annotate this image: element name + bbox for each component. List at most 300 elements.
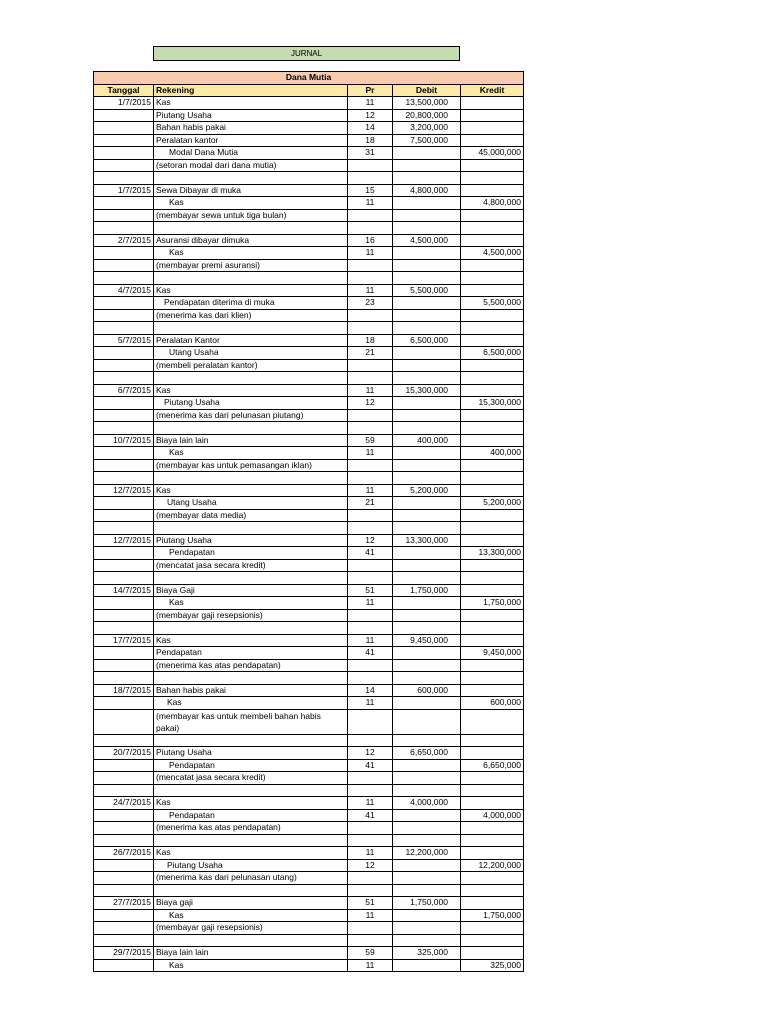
cell-debit: 15,300,000 [393,384,461,397]
cell-pr: 41 [348,759,393,772]
table-row [94,409,524,422]
cell-tanggal [94,447,154,460]
cell-debit [393,247,461,260]
cell-rekening: (mencatat jasa secara kredit) [154,772,348,785]
cell-pr [348,259,393,272]
cell-tanggal [94,647,154,660]
cell-debit [393,209,461,222]
col-header-tanggal: Tanggal [94,84,154,97]
cell-debit [393,472,461,485]
cell-kredit [461,684,524,697]
cell-rekening: Bahan habis pakai [154,122,348,135]
cell-tanggal [94,397,154,410]
cell-rekening [154,784,348,797]
col-header-rekening: Rekening [154,84,348,97]
table-row [94,947,524,960]
cell-kredit [461,184,524,197]
table-row [94,909,524,922]
cell-debit [393,422,461,435]
cell-debit [393,922,461,935]
cell-pr: 16 [348,234,393,247]
cell-kredit [461,284,524,297]
cell-rekening: Biaya lain lain [154,947,348,960]
cell-debit [393,297,461,310]
cell-pr [348,309,393,322]
cell-debit [393,884,461,897]
cell-debit: 600,000 [393,684,461,697]
cell-debit [393,572,461,585]
cell-pr: 21 [348,497,393,510]
cell-kredit [461,897,524,910]
cell-debit [393,272,461,285]
cell-kredit: 1,750,000 [461,597,524,610]
cell-pr [348,834,393,847]
cell-tanggal [94,497,154,510]
cell-pr [348,322,393,335]
cell-kredit [461,259,524,272]
cell-kredit [461,409,524,422]
cell-pr: 12 [348,747,393,760]
cell-debit: 6,500,000 [393,334,461,347]
cell-pr: 51 [348,897,393,910]
cell-kredit [461,884,524,897]
cell-tanggal: 12/7/2015 [94,484,154,497]
cell-pr: 18 [348,334,393,347]
cell-rekening: (membayar kas untuk pemasangan iklan) [154,459,348,472]
table-row [94,272,524,285]
table-row [94,559,524,572]
table-row [94,484,524,497]
cell-kredit [461,272,524,285]
cell-pr: 51 [348,584,393,597]
cell-kredit: 6,650,000 [461,759,524,772]
cell-rekening [154,934,348,947]
cell-debit: 13,300,000 [393,534,461,547]
cell-debit [393,609,461,622]
cell-tanggal [94,409,154,422]
cell-debit [393,734,461,747]
cell-pr: 12 [348,109,393,122]
table-row [94,97,524,110]
cell-pr [348,872,393,885]
cell-kredit: 400,000 [461,447,524,460]
cell-tanggal [94,309,154,322]
cell-kredit [461,734,524,747]
cell-debit [393,859,461,872]
cell-debit [393,259,461,272]
table-row [94,122,524,135]
cell-kredit: 15,300,000 [461,397,524,410]
cell-pr: 31 [348,147,393,160]
cell-debit [393,147,461,160]
cell-kredit [461,772,524,785]
cell-debit [393,347,461,360]
cell-kredit [461,134,524,147]
cell-tanggal [94,322,154,335]
cell-pr [348,172,393,185]
cell-pr [348,772,393,785]
cell-kredit: 4,500,000 [461,247,524,260]
cell-debit: 4,800,000 [393,184,461,197]
cell-kredit [461,109,524,122]
table-row [94,922,524,935]
table-row [94,209,524,222]
cell-kredit [461,509,524,522]
cell-debit: 1,750,000 [393,584,461,597]
cell-pr [348,622,393,635]
cell-tanggal: 5/7/2015 [94,334,154,347]
cell-tanggal [94,522,154,535]
cell-pr: 12 [348,397,393,410]
table-row [94,109,524,122]
cell-tanggal [94,259,154,272]
table-row [94,447,524,460]
cell-pr [348,159,393,172]
cell-tanggal [94,784,154,797]
cell-tanggal [94,572,154,585]
cell-pr [348,359,393,372]
cell-pr [348,472,393,485]
table-row [94,497,524,510]
cell-tanggal [94,472,154,485]
cell-rekening [154,734,348,747]
cell-rekening [154,422,348,435]
cell-kredit [461,122,524,135]
cell-pr: 41 [348,547,393,560]
cell-rekening: Kas [154,909,348,922]
cell-kredit: 6,500,000 [461,347,524,360]
cell-tanggal [94,922,154,935]
header-row [94,84,524,97]
cell-rekening: Peralatan Kantor [154,334,348,347]
cell-debit: 7,500,000 [393,134,461,147]
cell-tanggal: 18/7/2015 [94,684,154,697]
cell-tanggal [94,659,154,672]
cell-kredit [461,434,524,447]
cell-kredit [461,359,524,372]
cell-kredit [461,834,524,847]
cell-rekening [154,572,348,585]
cell-tanggal [94,172,154,185]
cell-debit [393,822,461,835]
cell-debit [393,509,461,522]
table-row [94,772,524,785]
cell-kredit [461,847,524,860]
cell-tanggal [94,672,154,685]
cell-kredit [461,222,524,235]
table-row [94,709,524,734]
cell-pr: 41 [348,647,393,660]
cell-pr [348,934,393,947]
cell-rekening: Kas [154,384,348,397]
cell-rekening: Modal Dana Mutia [154,147,348,160]
table-row [94,222,524,235]
cell-rekening: Kas [154,847,348,860]
cell-pr [348,509,393,522]
cell-tanggal [94,709,154,734]
table-row [94,322,524,335]
cell-debit [393,697,461,710]
cell-pr: 41 [348,809,393,822]
cell-pr: 12 [348,859,393,872]
cell-pr: 11 [348,384,393,397]
cell-kredit [461,97,524,110]
cell-rekening: Kas [154,634,348,647]
cell-kredit: 5,200,000 [461,497,524,510]
table-row [94,872,524,885]
cell-kredit: 9,450,000 [461,647,524,660]
cell-rekening: Kas [154,797,348,810]
cell-kredit: 5,500,000 [461,297,524,310]
cell-rekening: Kas [154,247,348,260]
cell-rekening: (menerima kas dari pelunasan piutang) [154,409,348,422]
cell-tanggal: 10/7/2015 [94,434,154,447]
cell-tanggal: 27/7/2015 [94,897,154,910]
cell-tanggal [94,884,154,897]
cell-debit [393,834,461,847]
cell-kredit [461,872,524,885]
table-row [94,784,524,797]
cell-rekening: Asuransi dibayar dimuka [154,234,348,247]
cell-kredit [461,159,524,172]
cell-rekening: (membayar sewa untuk tiga bulan) [154,209,348,222]
table-row [94,584,524,597]
cell-tanggal: 17/7/2015 [94,634,154,647]
cell-debit: 12,200,000 [393,847,461,860]
cell-rekening: Kas [154,597,348,610]
cell-debit: 20,800,000 [393,109,461,122]
cell-rekening: Utang Usaha [154,347,348,360]
cell-pr [348,609,393,622]
table-row [94,822,524,835]
cell-rekening: (menerima kas dari pelunasan utang) [154,872,348,885]
cell-debit [393,547,461,560]
cell-rekening: Kas [154,697,348,710]
cell-pr [348,222,393,235]
table-row [94,697,524,710]
cell-kredit [461,484,524,497]
table-row [94,347,524,360]
cell-pr: 11 [348,597,393,610]
cell-tanggal [94,759,154,772]
cell-tanggal [94,734,154,747]
cell-kredit [461,747,524,760]
cell-kredit [461,384,524,397]
cell-rekening: (menerima kas atas pendapatan) [154,659,348,672]
table-row [94,809,524,822]
cell-tanggal: 26/7/2015 [94,847,154,860]
cell-tanggal [94,834,154,847]
cell-pr: 11 [348,847,393,860]
cell-kredit [461,784,524,797]
cell-debit [393,459,461,472]
cell-debit [393,397,461,410]
cell-debit: 6,650,000 [393,747,461,760]
cell-kredit [461,584,524,597]
cell-rekening: (setoran modal dari dana mutia) [154,159,348,172]
cell-rekening: (mencatat jasa secara kredit) [154,559,348,572]
cell-pr: 23 [348,297,393,310]
cell-debit: 3,200,000 [393,122,461,135]
cell-debit: 5,200,000 [393,484,461,497]
cell-pr: 11 [348,447,393,460]
cell-tanggal: 6/7/2015 [94,384,154,397]
cell-debit: 4,000,000 [393,797,461,810]
cell-kredit [461,459,524,472]
cell-kredit [461,372,524,385]
cell-debit [393,309,461,322]
cell-debit: 1,750,000 [393,897,461,910]
cell-rekening: Peralatan kantor [154,134,348,147]
table-row [94,459,524,472]
table-row [94,859,524,872]
cell-rekening [154,272,348,285]
table-row [94,197,524,210]
cell-tanggal [94,559,154,572]
cell-pr [348,422,393,435]
cell-kredit [461,609,524,622]
table-row [94,884,524,897]
cell-rekening [154,372,348,385]
cell-tanggal [94,909,154,922]
cell-rekening: (menerima kas dari klien) [154,309,348,322]
table-row [94,184,524,197]
cell-tanggal [94,697,154,710]
cell-tanggal: 12/7/2015 [94,534,154,547]
table-row [94,247,524,260]
table-row [94,234,524,247]
cell-rekening: Kas [154,97,348,110]
cell-tanggal: 14/7/2015 [94,584,154,597]
cell-rekening: Piutang Usaha [154,747,348,760]
table-row [94,422,524,435]
cell-pr: 11 [348,247,393,260]
table-row [94,684,524,697]
cell-tanggal [94,459,154,472]
cell-rekening: Biaya gaji [154,897,348,910]
cell-rekening: Biaya lain lain [154,434,348,447]
cell-pr [348,672,393,685]
cell-debit [393,784,461,797]
cell-pr: 12 [348,534,393,547]
journal-table [93,71,524,972]
cell-tanggal [94,372,154,385]
cell-tanggal: 4/7/2015 [94,284,154,297]
table-row [94,384,524,397]
cell-tanggal: 20/7/2015 [94,747,154,760]
cell-rekening [154,172,348,185]
col-header-pr: Pr [348,84,393,97]
cell-debit [393,222,461,235]
table-row [94,897,524,910]
cell-debit [393,597,461,610]
cell-rekening: (membeli peralatan kantor) [154,359,348,372]
table-row [94,622,524,635]
cell-debit [393,359,461,372]
jurnal-banner: JURNAL [153,46,460,61]
table-row [94,847,524,860]
cell-debit: 9,450,000 [393,634,461,647]
cell-pr [348,459,393,472]
cell-rekening: Piutang Usaha [154,859,348,872]
table-row [94,609,524,622]
cell-rekening: Kas [154,197,348,210]
cell-pr [348,784,393,797]
cell-kredit [461,309,524,322]
cell-pr: 11 [348,697,393,710]
cell-debit [393,647,461,660]
cell-kredit [461,672,524,685]
cell-kredit [461,559,524,572]
cell-rekening: Pendapatan [154,809,348,822]
cell-kredit [461,822,524,835]
cell-debit [393,447,461,460]
cell-debit [393,959,461,972]
cell-kredit [461,797,524,810]
cell-tanggal [94,159,154,172]
cell-rekening: Bahan habis pakai [154,684,348,697]
cell-kredit [461,422,524,435]
cell-pr: 18 [348,134,393,147]
table-row [94,259,524,272]
cell-debit [393,909,461,922]
cell-rekening [154,322,348,335]
cell-debit [393,497,461,510]
cell-debit [393,659,461,672]
cell-tanggal [94,934,154,947]
cell-tanggal: 29/7/2015 [94,947,154,960]
cell-rekening: (membayar data media) [154,509,348,522]
cell-pr [348,734,393,747]
cell-pr [348,209,393,222]
cell-debit [393,672,461,685]
table-row [94,834,524,847]
cell-pr: 14 [348,122,393,135]
cell-rekening: Pendapatan [154,647,348,660]
cell-pr [348,822,393,835]
cell-rekening [154,884,348,897]
cell-kredit: 4,800,000 [461,197,524,210]
cell-kredit [461,209,524,222]
cell-pr [348,559,393,572]
col-header-kredit: Kredit [461,84,524,97]
cell-tanggal [94,547,154,560]
cell-tanggal [94,222,154,235]
cell-debit: 400,000 [393,434,461,447]
table-row [94,509,524,522]
cell-tanggal [94,247,154,260]
cell-pr: 11 [348,284,393,297]
cell-kredit [461,334,524,347]
cell-rekening [154,472,348,485]
cell-kredit [461,922,524,935]
cell-rekening: Piutang Usaha [154,109,348,122]
cell-tanggal [94,822,154,835]
cell-debit [393,772,461,785]
cell-debit [393,322,461,335]
cell-tanggal [94,347,154,360]
cell-tanggal [94,422,154,435]
cell-pr: 11 [348,909,393,922]
cell-debit [393,809,461,822]
col-header-debit: Debit [393,84,461,97]
cell-rekening [154,222,348,235]
cell-pr: 59 [348,947,393,960]
table-row [94,284,524,297]
cell-kredit [461,472,524,485]
cell-pr: 14 [348,684,393,697]
cell-kredit [461,572,524,585]
